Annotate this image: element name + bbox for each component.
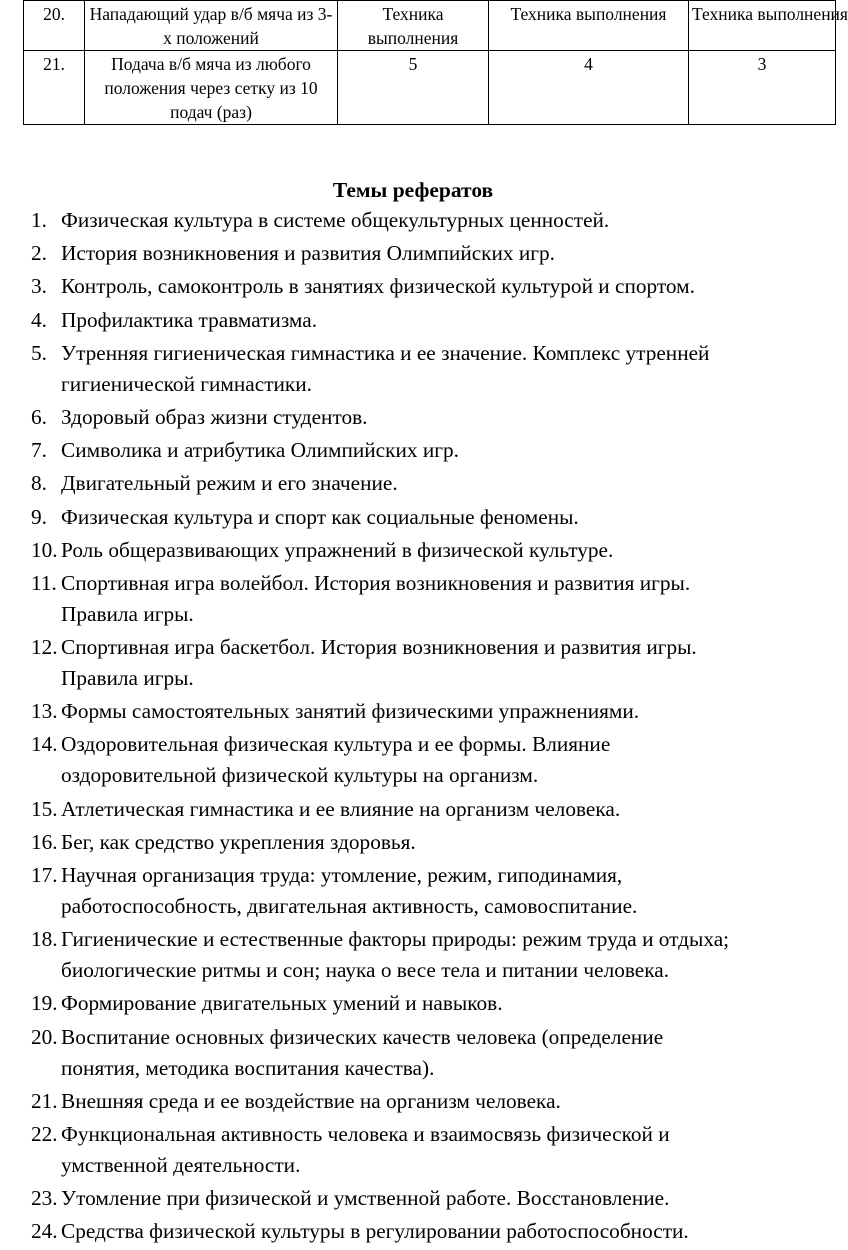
list-item-number: 22. bbox=[31, 1121, 58, 1146]
list-item-number: 14. bbox=[31, 732, 58, 757]
list-item bbox=[0, 402, 816, 433]
list-item-text: Правила игры. bbox=[61, 666, 194, 691]
list-item-text: понятия, методика воспитания качества). bbox=[61, 1055, 435, 1080]
list-item-text: гигиенической гимнастики. bbox=[61, 371, 312, 396]
list-item bbox=[0, 1216, 816, 1247]
list-item-number: 7. bbox=[31, 438, 47, 463]
list-item-number: 8. bbox=[31, 471, 47, 496]
list-item-number: 9. bbox=[31, 504, 47, 529]
list-item-text: Формирование двигательных умений и навыков. bbox=[61, 991, 503, 1016]
list-item bbox=[0, 238, 816, 269]
list-item-number: 17. bbox=[31, 863, 58, 887]
grade-cell: Техника выполнения bbox=[489, 1, 689, 51]
list-item-text: Воспитание основных физических качеств человека (определение bbox=[61, 1024, 664, 1049]
list-item-text: Оздоровительная физическая культура и ее формы. Влияние bbox=[61, 732, 611, 757]
table-row bbox=[24, 1, 836, 51]
list-item bbox=[0, 729, 816, 791]
list-item bbox=[0, 338, 816, 400]
list-item-text: История возникновения и развития Олимпийских игр. bbox=[61, 241, 555, 266]
list-item bbox=[0, 827, 816, 858]
exercise-name-cell: Подача в/б мяча из любого положения через сетку из 10 подач (раз) bbox=[85, 51, 338, 125]
grade-cell: 3 bbox=[689, 51, 836, 125]
list-item bbox=[0, 988, 816, 1019]
section-title: Темы рефератов bbox=[332, 178, 494, 202]
list-item-text: Атлетическая гимнастика и ее влияние на организм человека. bbox=[61, 796, 621, 821]
list-item-text: Средства физической культуры в регулировании работоспособности. bbox=[61, 1219, 689, 1244]
list-item-number: 12. bbox=[31, 635, 58, 660]
list-item-text: Гигиенические и естественные факторы природы: режим труда и отдыха; bbox=[61, 927, 730, 952]
list-item-text: Бег, как средство укрепления здоровья. bbox=[61, 829, 416, 854]
list-item bbox=[0, 535, 816, 566]
list-item-number: 4. bbox=[31, 307, 47, 332]
list-item bbox=[0, 1183, 816, 1214]
grade-cell: Техника выполнения bbox=[689, 1, 836, 51]
list-item-number: 5. bbox=[31, 340, 47, 365]
topics-list bbox=[0, 205, 816, 1250]
list-item bbox=[0, 1022, 816, 1084]
list-item bbox=[0, 468, 816, 499]
list-item-number: 2. bbox=[31, 241, 47, 266]
list-item bbox=[0, 568, 816, 630]
list-item-text: Профилактика травматизма. bbox=[61, 307, 318, 332]
exercise-name-cell: Нападающий удар в/б мяча из 3-х положений bbox=[85, 1, 338, 51]
list-item bbox=[0, 1086, 816, 1117]
list-item bbox=[0, 632, 816, 694]
list-item-number: 23. bbox=[31, 1186, 58, 1211]
grade-cell: 4 bbox=[489, 51, 689, 125]
list-item-text: Двигательный режим и его значение. bbox=[61, 471, 398, 496]
list-item-text: Контроль, самоконтроль в занятиях физической культурой и спортом. bbox=[61, 274, 695, 299]
row-number-cell: 21. bbox=[24, 51, 85, 125]
list-item-number: 1. bbox=[31, 208, 47, 232]
list-item bbox=[0, 502, 816, 533]
list-item-text: Символика и атрибутика Олимпийских игр. bbox=[61, 438, 459, 463]
list-item-number: 11. bbox=[31, 570, 57, 595]
list-item-text: умственной деятельности. bbox=[61, 1152, 301, 1177]
grade-cell: Техника выполнения bbox=[338, 1, 489, 51]
list-item-number: 16. bbox=[31, 829, 58, 854]
list-item-text: Утомление при физической и умственной работе. Восстановление. bbox=[61, 1186, 670, 1211]
list-item-text: Внешняя среда и ее воздействие на организм человека. bbox=[61, 1088, 561, 1113]
list-item bbox=[0, 435, 816, 466]
list-item-number: 19. bbox=[31, 991, 58, 1016]
list-item-text: Правила игры. bbox=[61, 601, 194, 626]
list-item-number: 20. bbox=[31, 1024, 58, 1049]
list-item bbox=[0, 696, 816, 727]
list-item-number: 18. bbox=[31, 927, 58, 952]
list-item-text: Спортивная игра баскетбол. История возникновения и развития игры. bbox=[61, 635, 697, 660]
list-item-text: биологические ритмы и сон; наука о весе тела и питании человека. bbox=[61, 958, 670, 983]
list-item-text: Здоровый образ жизни студентов. bbox=[61, 404, 368, 429]
list-item bbox=[0, 205, 816, 236]
list-item-text: Формы самостоятельных занятий физическими упражнениями. bbox=[61, 699, 640, 724]
list-item-number: 10. bbox=[31, 537, 58, 562]
list-item-number: 15. bbox=[31, 796, 58, 821]
row-number-cell: 20. bbox=[24, 1, 85, 51]
list-item-text: Физическая культура в системе общекультурных ценностей. bbox=[61, 208, 610, 232]
list-item-text: Функциональная активность человека и взаимосвязь физической и bbox=[61, 1121, 670, 1146]
list-item bbox=[0, 794, 816, 825]
list-item-number: 6. bbox=[31, 404, 47, 429]
list-item-text: оздоровительной физической культуры на организм. bbox=[61, 763, 539, 788]
list-item-text: Утренняя гигиеническая гимнастика и ее значение. Комплекс утренней bbox=[61, 340, 710, 365]
list-item bbox=[0, 924, 816, 986]
list-item-text: Роль общеразвивающих упражнений в физической культуре. bbox=[61, 537, 614, 562]
list-item bbox=[0, 305, 816, 336]
standards-table bbox=[23, 0, 848, 125]
list-item-number: 24. bbox=[31, 1219, 58, 1244]
list-item bbox=[0, 1119, 816, 1181]
list-item-text: Научная организация труда: утомление, режим, гиподинамия, bbox=[61, 863, 623, 887]
table-row bbox=[24, 51, 836, 125]
list-item-number: 13. bbox=[31, 699, 58, 724]
list-item bbox=[0, 271, 816, 302]
list-item bbox=[0, 860, 816, 922]
list-item-text: работоспособность, двигательная активность, самовоспитание. bbox=[61, 894, 638, 918]
list-item-number: 3. bbox=[31, 274, 47, 299]
list-item-text: Спортивная игра волейбол. История возникновения и развития игры. bbox=[61, 570, 691, 595]
grade-cell: 5 bbox=[338, 51, 489, 125]
list-item-number: 21. bbox=[31, 1088, 58, 1113]
list-item-text: Физическая культура и спорт как социальные феномены. bbox=[61, 504, 579, 529]
